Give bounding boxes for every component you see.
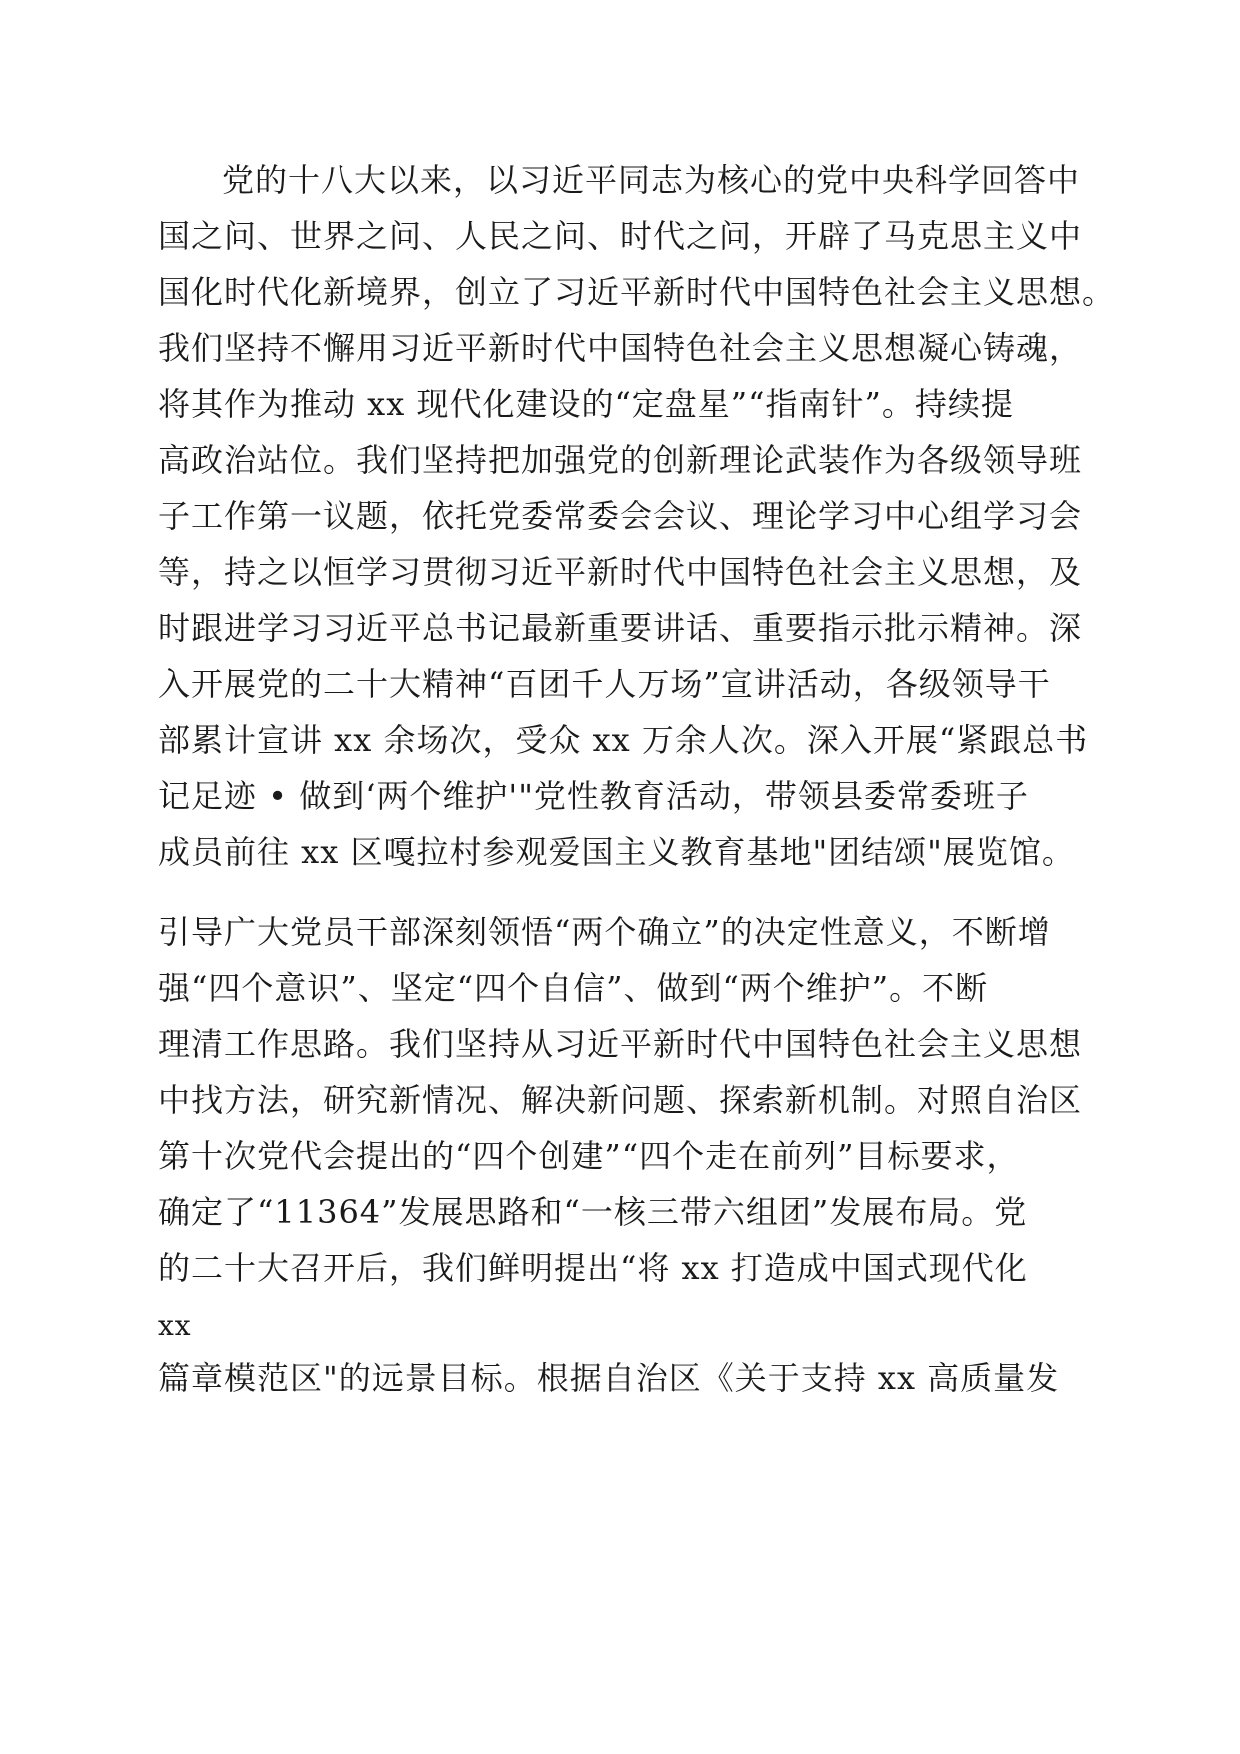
text-line-13: 成员前往 xx 区嘎拉村参观爱国主义教育基地"团结颂"展览馆。 [158, 833, 1075, 871]
text-line-15: 强“四个意识”、坚定“四个自信”、做到“两个维护”。不断 [158, 969, 989, 1007]
text-line-21: xx [158, 1309, 192, 1342]
text-line-6: 高政治站位。我们坚持把加强党的创新理论武装作为各级领导班 [158, 441, 1083, 479]
text-line-2: 国之问、世界之问、人民之问、时代之问，开辟了马克思主义中 [158, 217, 1083, 255]
text-line-4: 我们坚持不懈用习近平新时代中国特色社会主义思想凝心铸魂， [158, 329, 1083, 367]
text-line-20: 的二十大召开后，我们鲜明提出“将 xx 打造成中国式现代化 [158, 1249, 1028, 1287]
text-line-7: 子工作第一议题，依托党委常委会会议、理论学习中心组学习会 [158, 497, 1083, 535]
text-line-1: 党的十八大以来，以习近平同志为核心的党中央科学回答中 [222, 161, 1081, 199]
text-line-12: 记足迹 • 做到‘两个维护'"党性教育活动，带领县委常委班子 [158, 777, 1029, 815]
text-line-11: 部累计宣讲 xx 余场次，受众 xx 万余人次。深入开展“紧跟总书 [158, 721, 1089, 759]
text-line-22: 篇章模范区"的远景目标。根据自治区《关于支持 xx 高质量发 [158, 1359, 1060, 1397]
text-line-8: 等，持之以恒学习贯彻习近平新时代中国特色社会主义思想，及 [158, 553, 1083, 591]
text-line-16: 理清工作思路。我们坚持从习近平新时代中国特色社会主义思想 [158, 1025, 1083, 1063]
text-line-5: 将其作为推动 xx 现代化建设的“定盘星”“指南针”。持续提 [158, 385, 1014, 423]
text-line-9: 时跟进学习习近平总书记最新重要讲话、重要指示批示精神。深 [158, 609, 1083, 647]
text-line-3: 国化时代化新境界，创立了习近平新时代中国特色社会主义思想。 [158, 273, 1116, 311]
text-line-19: 确定了“11364”发展思路和“一核三带六组团”发展布局。党 [158, 1193, 1028, 1231]
text-line-18: 第十次党代会提出的“四个创建”“四个走在前列”目标要求， [158, 1137, 1020, 1175]
text-line-14: 引导广大党员干部深刻领悟“两个确立”的决定性意义，不断增 [158, 913, 1051, 951]
text-line-17: 中找方法，研究新情况、解决新问题、探索新机制。对照自治区 [158, 1081, 1083, 1119]
text-line-10: 入开展党的二十大精神“百团千人万场”宣讲活动，各级领导干 [158, 665, 1051, 703]
